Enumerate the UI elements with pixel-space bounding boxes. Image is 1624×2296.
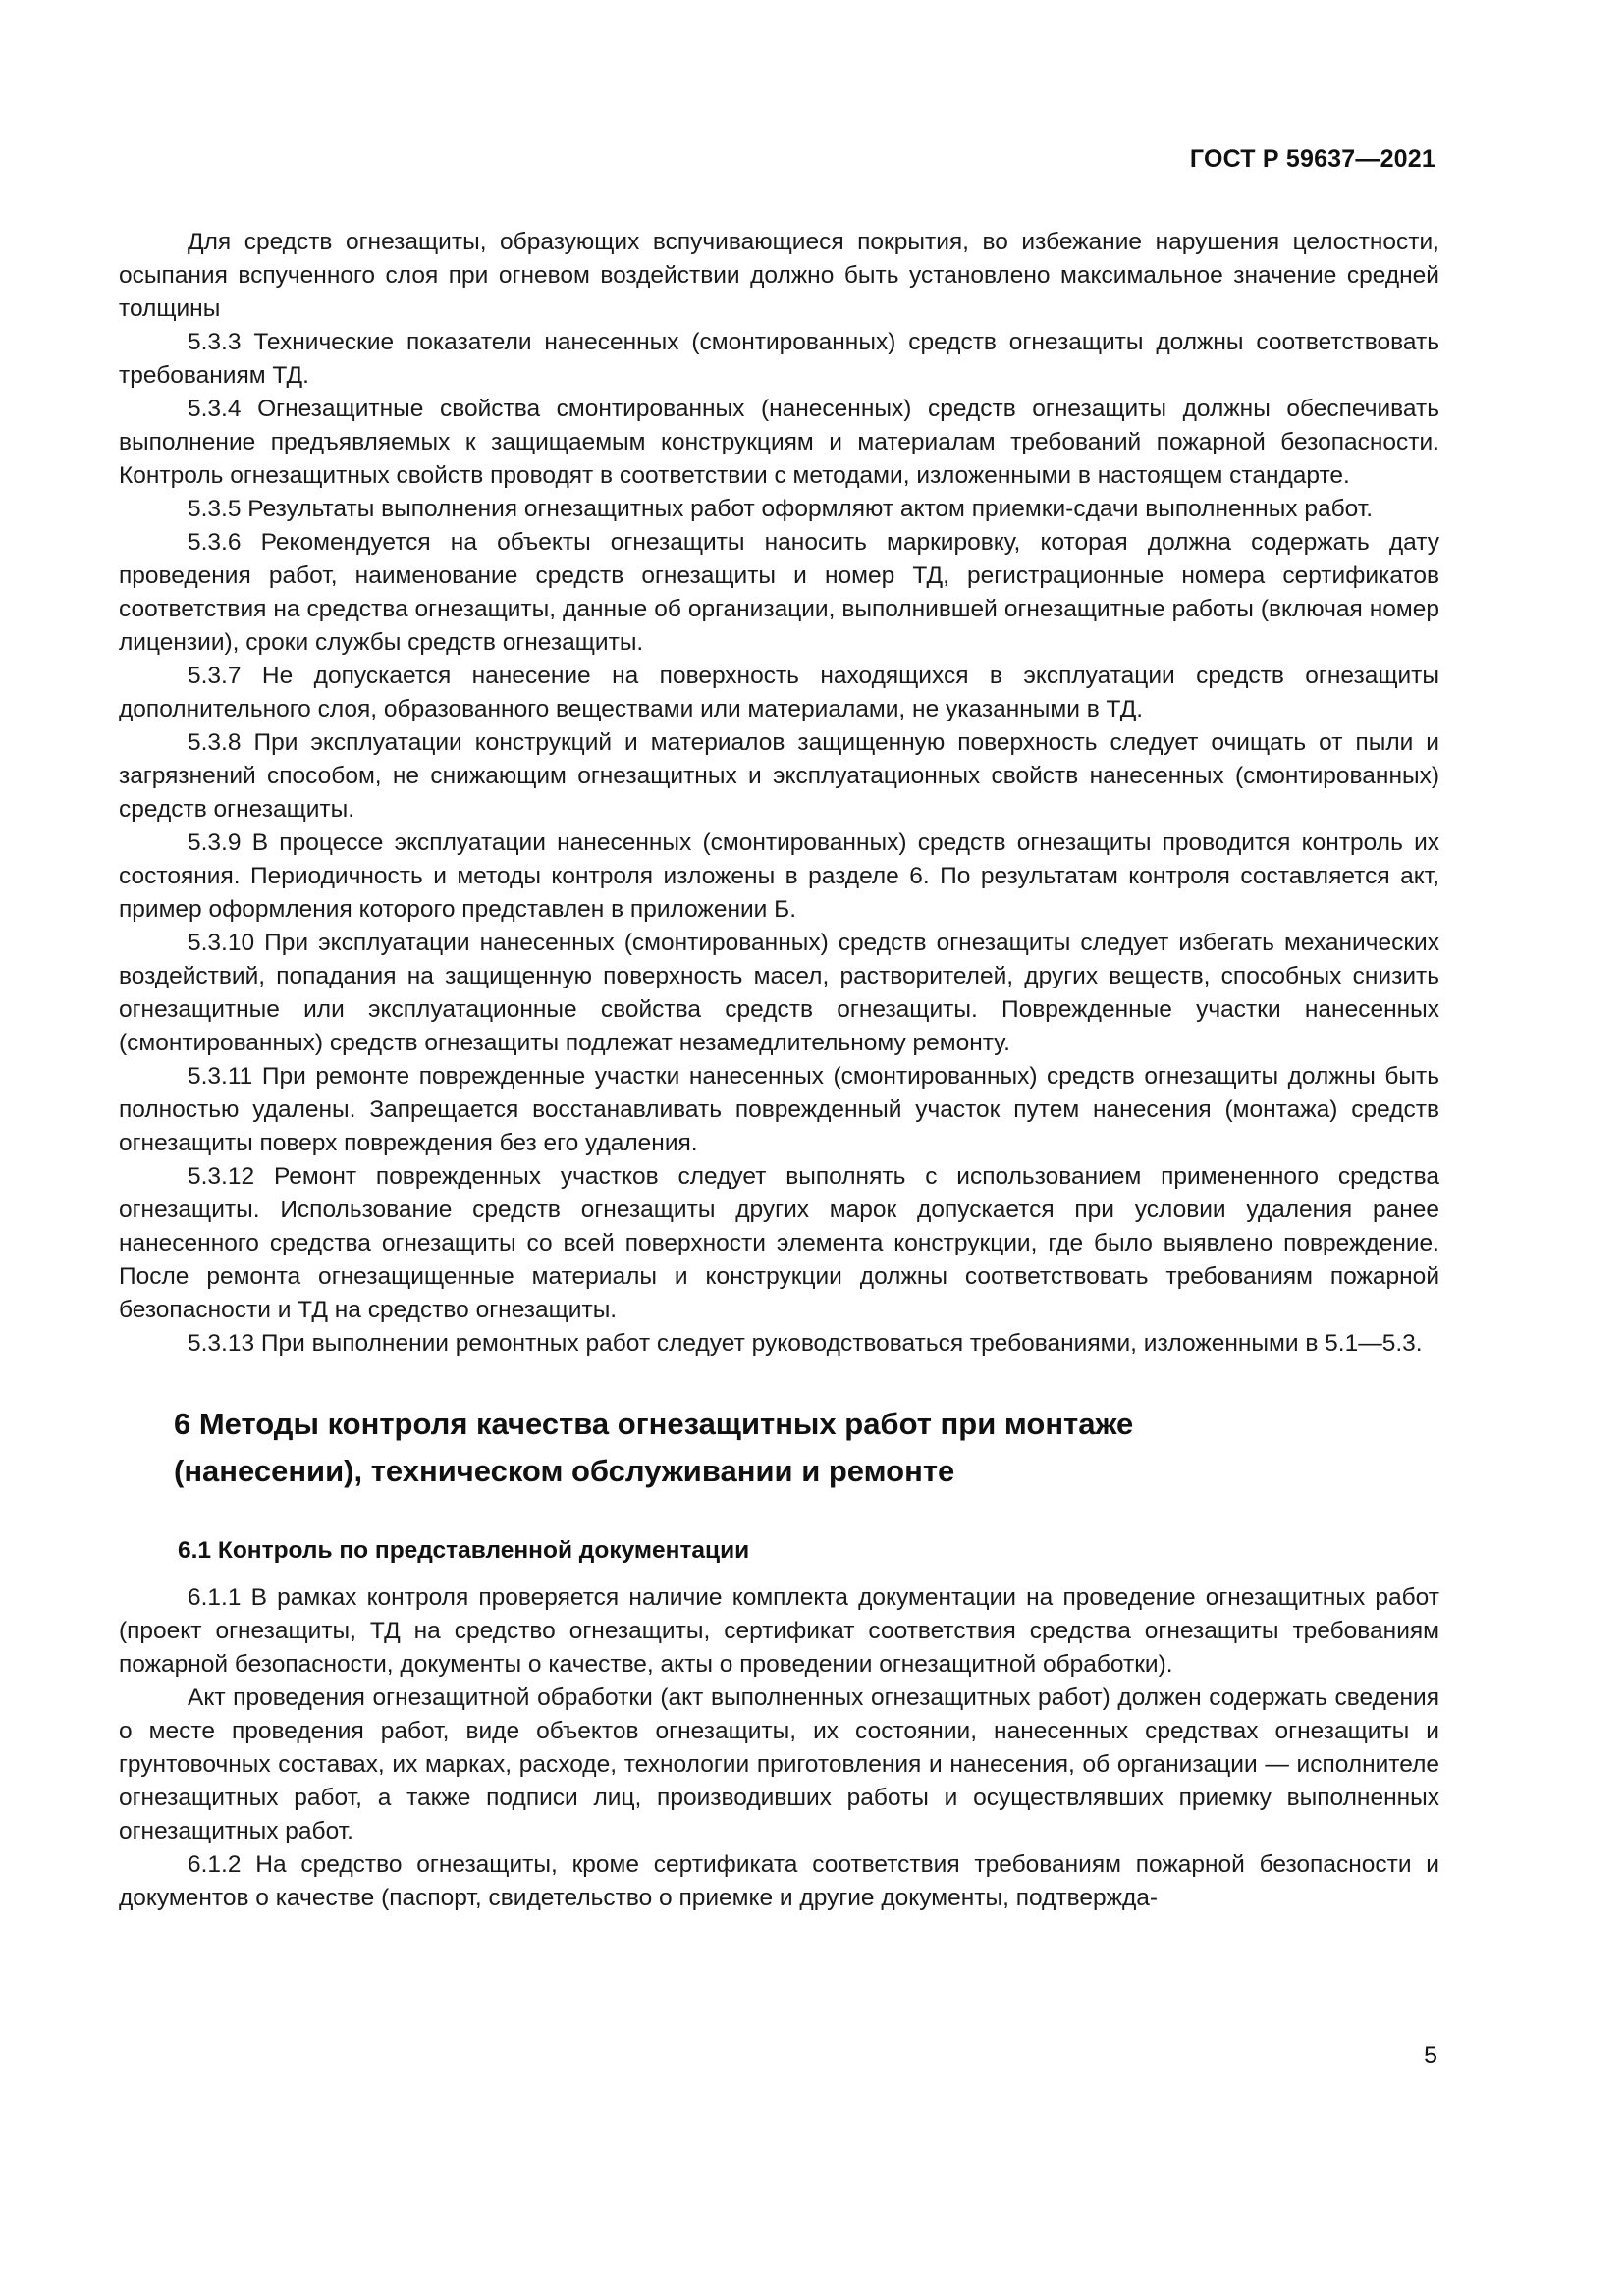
clause-5-3-7: 5.3.7 Не допускается нанесение на поверхность находящихся в эксплуатации средств огнезащиты дополнительного слоя, образованного веществами или материалами, не указанными в ТД. [119,663,1439,722]
clause-5-3-12: 5.3.12 Ремонт поврежденных участков следует выполнять с использованием примененного средства огнезащиты. Использование средств огнезащиты других марок допускается при условии удаления ранее нанесенного средства огнезащиты со всей поверхности элемента конструкции, где было выявлено повреждение. После ремонта огнезащищенные материалы и конструкции должны соответствовать требованиям пожарной безопасности и ТД на средство огнезащиты. [119,1163,1439,1323]
clause-5-3-11: 5.3.11 При ремонте поврежденные участки нанесенных (смонтированных) средств огнезащиты должны быть полностью удалены. Запрещается восстанавливать поврежденный участок путем нанесения (монтажа) средств огнезащиты поверх повреждения без его удаления. [119,1063,1439,1156]
clause-6-1-1: 6.1.1 В рамках контроля проверяется наличие комплекта документации на проведение огнезащитных работ (проект огнезащиты, ТД на средство огнезащиты, сертификат соответствия средства огнезащиты требованиям пожарной безопасности, документы о качестве, акты о проведении огнезащитной обработки). [119,1584,1439,1678]
clause-5-3-4: 5.3.4 Огнезащитные свойства смонтированных (нанесенных) средств огнезащиты должны обеспечивать выполнение предъявляемых к защищаемым конструкциям и материалам требований пожарной безопасности. Контроль огнезащитных свойств проводят в соответствии с методами, изложенными в настоящем стандарте. [119,396,1439,489]
section-6-heading-line1: 6 Методы контроля качества огнезащитных работ при монтаже [174,1407,1134,1441]
clause-5-3-6: 5.3.6 Рекомендуется на объекты огнезащиты наносить маркировку, которая должна содержать дату проведения работ, наименование средств огнезащиты и номер ТД, регистрационные номера сертификатов соответствия на средства огнезащиты, данные об организации, выполнившей огнезащитные работы (включая номер лицензии), сроки службы средств огнезащиты. [119,529,1439,656]
paragraph: Акт проведения огнезащитной обработки (акт выполненных огнезащитных работ) должен содержать сведения о месте проведения работ, виде объектов огнезащиты, их состоянии, нанесенных средствах огнезащиты и грунтовочных составах, их марках, расходе, технологии приготовления и нанесения, об организации — исполнителе огнезащитных работ, а также подписи лиц, производивших работы и осуществлявших приемку выполненных огнезащитных работ. [119,1684,1439,1844]
paragraph: Для средств огнезащиты, образующих вспучивающиеся покрытия, во избежание нарушения целостности, осыпания вспученного слоя при огневом воздействии должно быть установлено максимальное значение средней толщины [119,229,1439,322]
clause-5-3-8: 5.3.8 При эксплуатации конструкций и материалов защищенную поверхность следует очищать от пыли и загрязнений способом, не снижающим огнезащитных и эксплуатационных свойств нанесенных (смонтированных) средств огнезащиты. [119,729,1439,823]
page-number: 5 [1424,2042,1437,2069]
clause-5-3-13: 5.3.13 При выполнении ремонтных работ следует руководствоваться требованиями, изложенными в 5.1—5.3. [188,1330,1423,1357]
section-6-heading-line2: (нанесении), техническом обслуживании и ремонте [174,1454,955,1488]
clause-5-3-5: 5.3.5 Результаты выполнения огнезащитных работ оформляют актом приемки-сдачи выполненных работ. [188,496,1374,522]
subsection-6-1-heading: 6.1 Контроль по представленной документации [178,1537,750,1564]
clause-5-3-3: 5.3.3 Технические показатели нанесенных (смонтированных) средств огнезащиты должны соответствовать требованиям ТД. [119,329,1439,389]
document-body [119,226,1439,1915]
section-6-heading [119,1401,1439,1495]
clause-5-3-9: 5.3.9 В процессе эксплуатации нанесенных (смонтированных) средств огнезащиты проводится контроль их состояния. Периодичность и методы контроля изложены в разделе 6. По результатам контроля составляется акт, пример оформления которого представлен в приложении Б. [119,829,1439,923]
clause-6-1-2: 6.1.2 На средство огнезащиты, кроме сертификата соответствия требованиям пожарной безопасности и документов о качестве (паспорт, свидетельство о приемке и другие документы, подтвержда- [119,1851,1439,1911]
document-code-header: ГОСТ Р 59637—2021 [1189,145,1435,173]
clause-5-3-10: 5.3.10 При эксплуатации нанесенных (смонтированных) средств огнезащиты следует избегать механических воздействий, попадания на защищенную поверхность масел, растворителей, других веществ, способных снизить огнезащитные или эксплуатационные свойства средств огнезащиты. Поврежденные участки нанесенных (смонтированных) средств огнезащиты подлежат незамедлительному ремонту. [119,930,1439,1056]
